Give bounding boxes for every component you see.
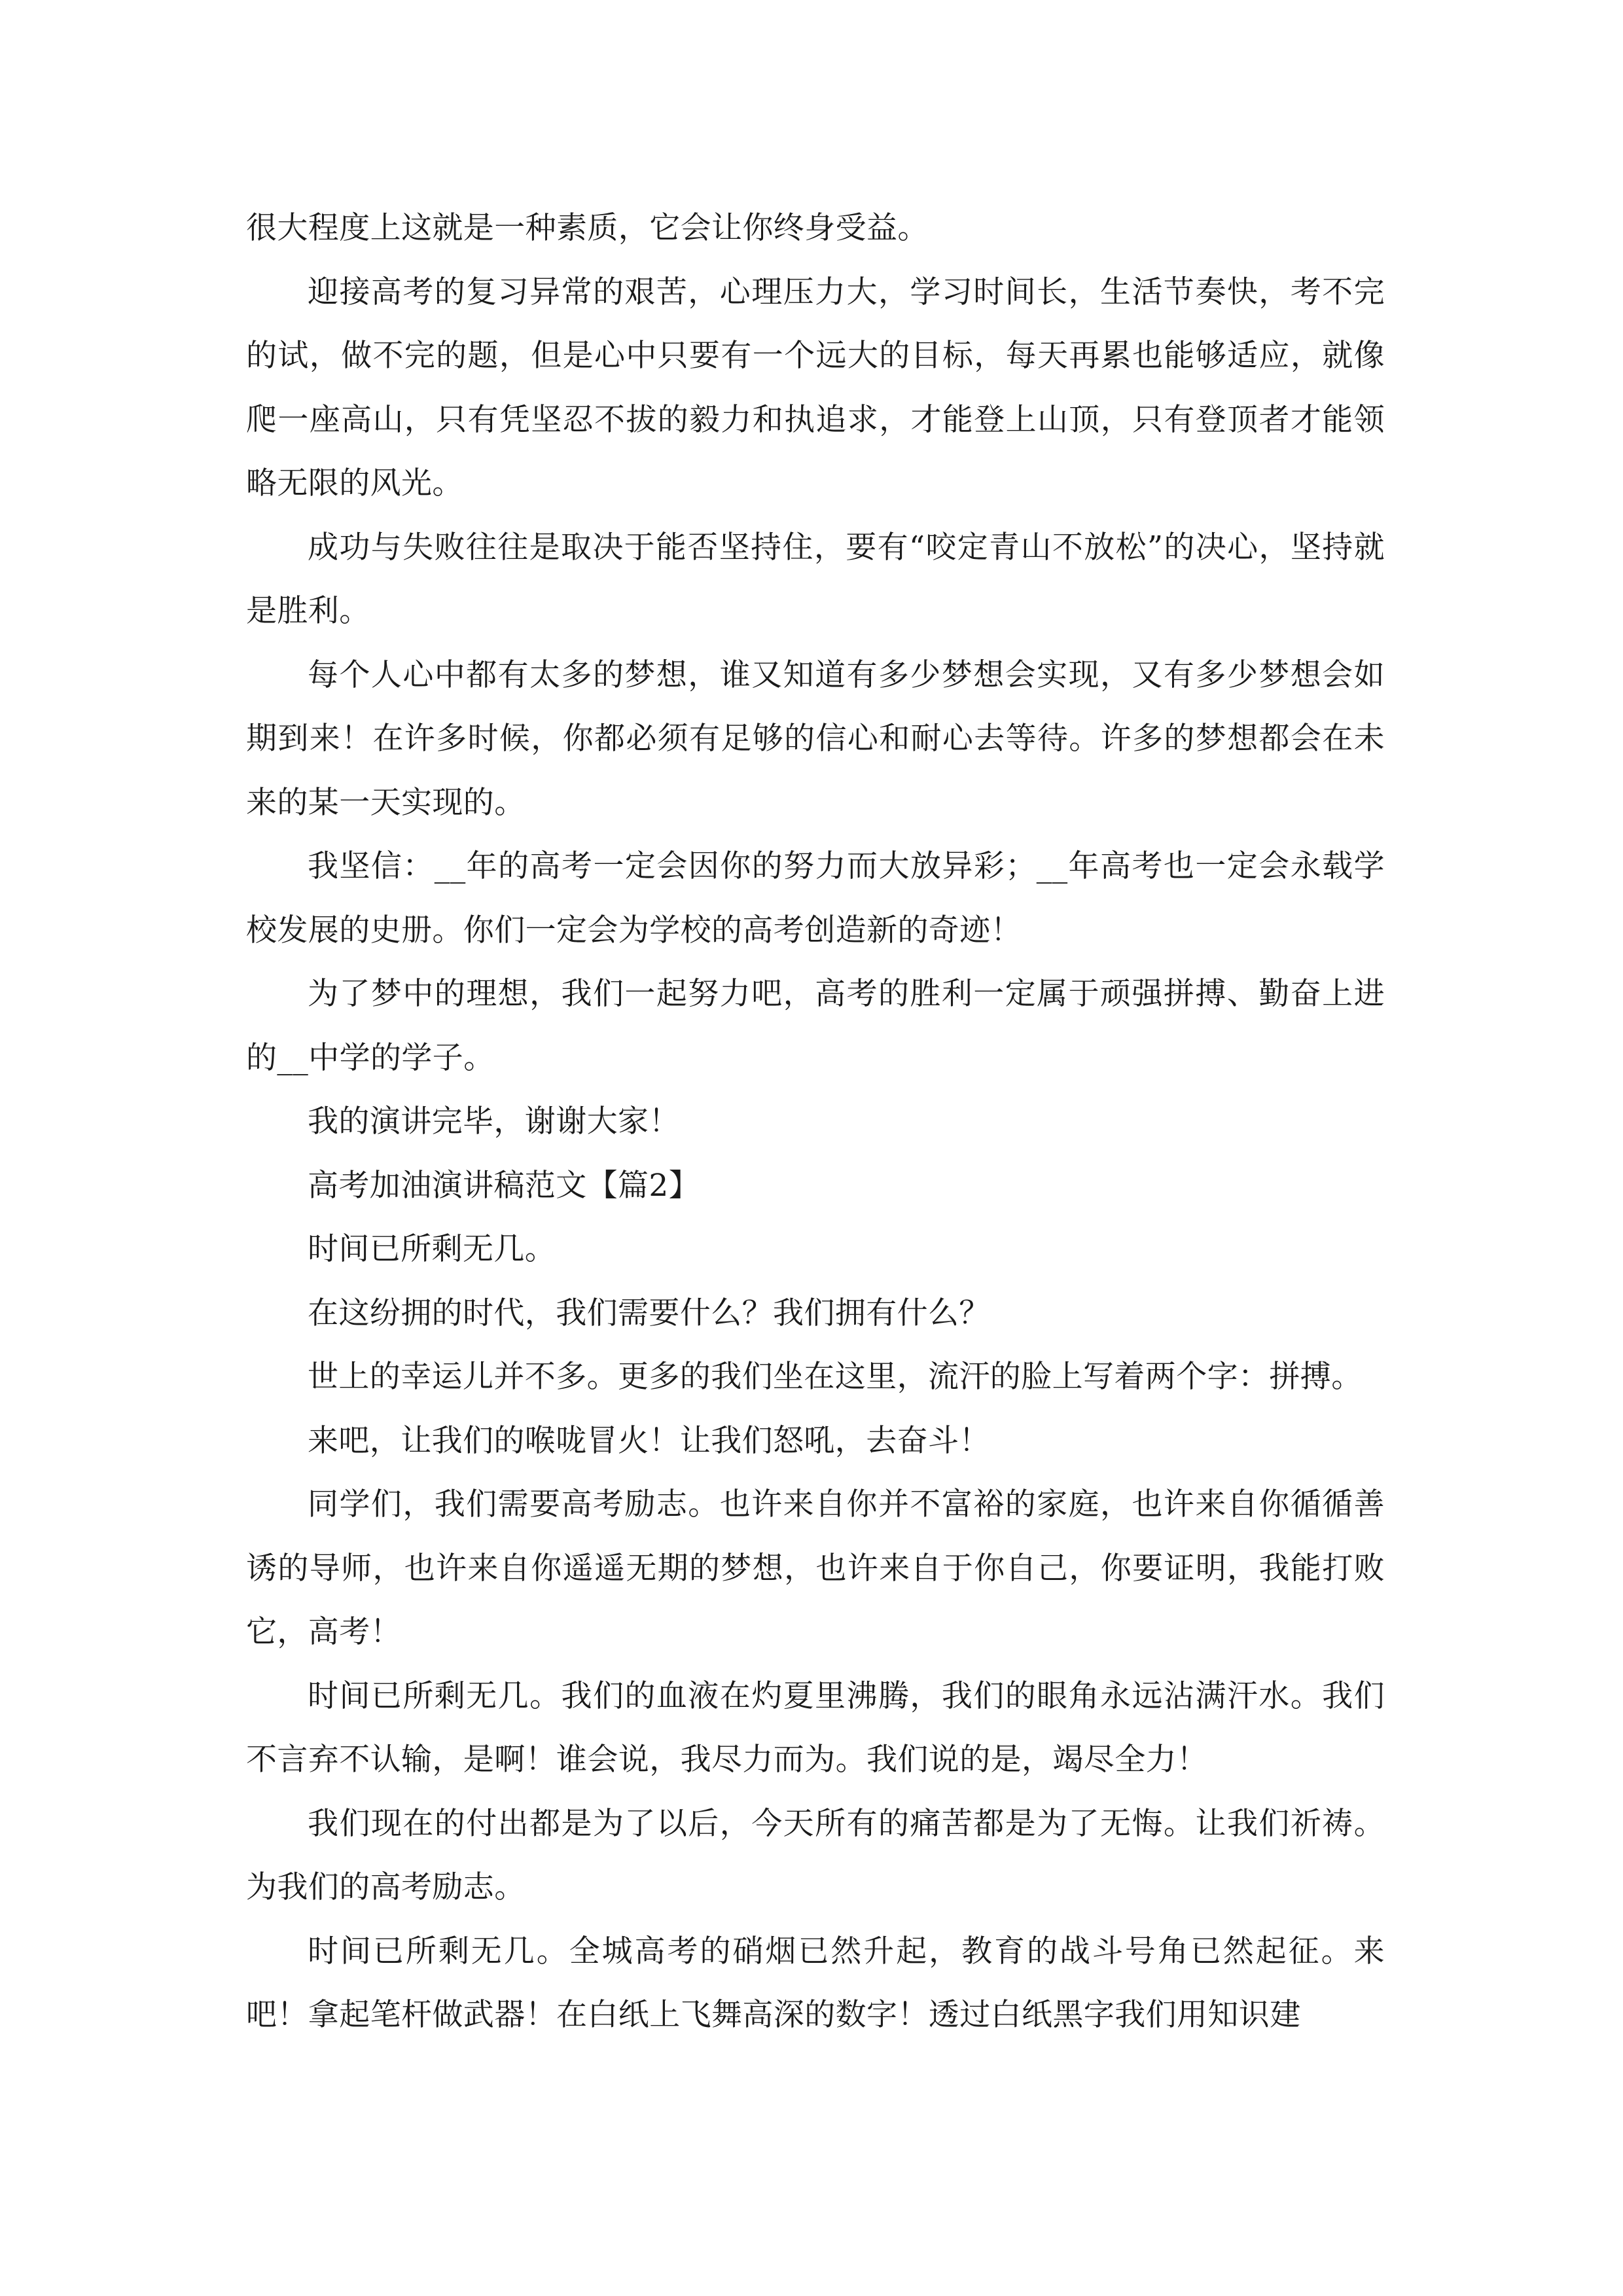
paragraph: 时间已所剩无几。 xyxy=(308,1231,556,1267)
paragraph: 世上的幸运儿并不多。更多的我们坐在这里，流汗的脸上写着两个字：拼搏。 xyxy=(308,1359,1363,1395)
paragraph: 同学们，我们需要高考励志。也许来自你并不富裕的家庭，也许来自你循循善诱的导师，也许来自你遥遥无期的梦想，也许来自于你自己，你要证明，我能打败它，高考！ xyxy=(246,1486,1385,1650)
paragraph: 成功与失败往往是取决于能否坚持住，要有“咬定青山不放松”的决心，坚持就是胜利。 xyxy=(246,529,1385,629)
section-heading: 高考加油演讲稿范文【篇2】 xyxy=(308,1167,700,1204)
paragraph: 在这纷拥的时代，我们需要什么？我们拥有什么？ xyxy=(308,1295,990,1331)
paragraph: 迎接高考的复习异常的艰苦，心理压力大，学习时间长，生活节奏快，考不完的试，做不完的题，但是心中只要有一个远大的目标，每天再累也能够适应，就像爬一座高山，只有凭坚忍不拔的毅力和执追求，才能登上山顶，只有登顶者才能领略无限的风光。 xyxy=(246,274,1385,501)
paragraph: 我们现在的付出都是为了以后，今天所有的痛苦都是为了无悔。让我们祈祷。为我们的高考励志。 xyxy=(246,1805,1385,1905)
paragraph: 时间已所剩无几。我们的血液在灼夏里沸腾，我们的眼角永远沾满汗水。我们不言弃不认输，是啊！谁会说，我尽力而为。我们说的是，竭尽全力！ xyxy=(246,1677,1385,1778)
paragraph: 为了梦中的理想，我们一起努力吧，高考的胜利一定属于顽强拼搏、勤奋上进的__中学的学子。 xyxy=(246,976,1385,1076)
paragraph: 时间已所剩无几。全城高考的硝烟已然升起，教育的战斗号角已然起征。来吧！拿起笔杆做武器！在白纸上飞舞高深的数字！透过白纸黑字我们用知识建 xyxy=(246,1933,1385,2033)
paragraph: 我的演讲完毕，谢谢大家！ xyxy=(308,1103,680,1139)
paragraph-continued: 很大程度上这就是一种素质，它会让你终身受益。 xyxy=(246,210,929,246)
paragraph: 我坚信：__年的高考一定会因你的努力而大放异彩；__年高考也一定会永载学校发展的史册。你们一定会为学校的高考创造新的奇迹！ xyxy=(246,848,1385,948)
paragraph: 每个人心中都有太多的梦想，谁又知道有多少梦想会实现，又有多少梦想会如期到来！在许多时候，你都必须有足够的信心和耐心去等待。许多的梦想都会在未来的某一天实现的。 xyxy=(246,656,1385,821)
document-body xyxy=(246,196,1385,2047)
paragraph: 来吧，让我们的喉咙冒火！让我们怒吼，去奋斗！ xyxy=(308,1422,990,1459)
